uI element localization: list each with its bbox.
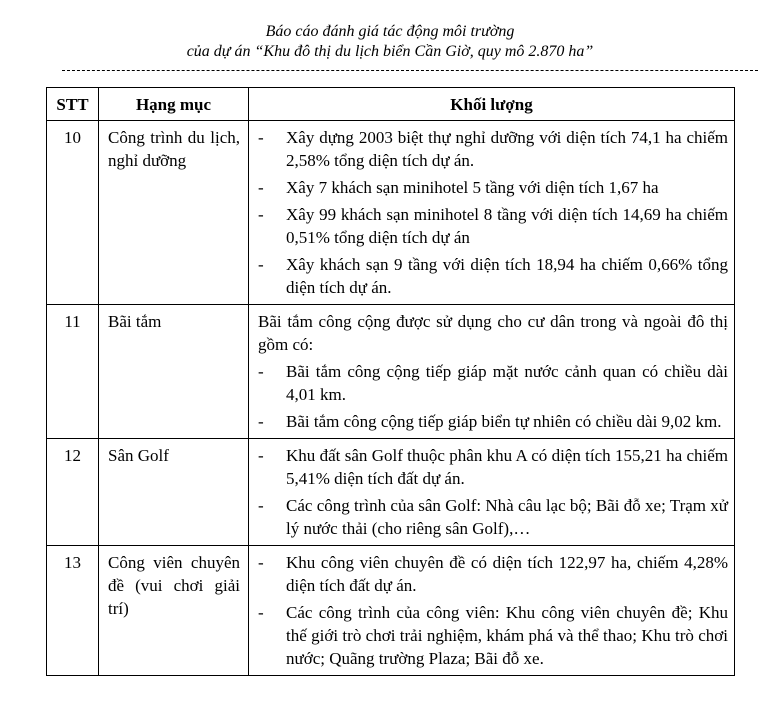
- bullet-text: Bãi tắm công cộng tiếp giáp biển tự nhiên có chiều dài 9,02 km.: [286, 412, 722, 431]
- row-number: 13: [47, 546, 99, 676]
- column-header-stt: STT: [47, 88, 99, 121]
- bullet-dash: -: [258, 446, 264, 465]
- bullet-dash: -: [258, 128, 264, 147]
- bullet-dash: -: [258, 412, 264, 431]
- row-volume: [249, 305, 735, 439]
- volume-bullet: [258, 176, 728, 199]
- bullet-text: Khu đất sân Golf thuộc phân khu A có diện tích 155,21 ha chiếm 5,41% diện tích đất dự án.: [286, 446, 728, 488]
- row-item-name: Sân Golf: [99, 439, 249, 546]
- bullet-text: Các công trình của công viên: Khu công viên chuyên đề; Khu thế giới trò chơi trải nghiệm, khám phá và thể thao; Khu trò chơi nước; Quãng trường Plaza; Bãi đỗ xe.: [286, 603, 728, 668]
- column-header-item: Hạng mục: [99, 88, 249, 121]
- volume-bullet: [258, 601, 728, 670]
- row-number: 10: [47, 121, 99, 305]
- row-number: 12: [47, 439, 99, 546]
- volume-bullet: [258, 253, 728, 299]
- bullet-text: Xây dựng 2003 biệt thự nghỉ dưỡng với diện tích 74,1 ha chiếm 2,58% tổng diện tích dự án.: [286, 128, 728, 170]
- row-item-name: Công trình du lịch, nghỉ dưỡng: [99, 121, 249, 305]
- document-header: [0, 22, 780, 62]
- bullet-dash: -: [258, 603, 264, 622]
- table-row: [47, 546, 735, 676]
- project-items-table: [46, 87, 735, 676]
- table-row: [47, 439, 735, 546]
- header-line-2: của dự án “Khu đô thị du lịch biển Cần Giờ, quy mô 2.870 ha”: [186, 43, 594, 60]
- bullet-dash: -: [258, 553, 264, 572]
- row-volume: [249, 439, 735, 546]
- volume-bullet: [258, 126, 728, 172]
- row-volume: [249, 546, 735, 676]
- volume-bullet: [258, 203, 728, 249]
- bullet-text: Xây khách sạn 9 tầng với diện tích 18,94 ha chiếm 0,66% tổng diện tích dự án.: [286, 255, 728, 297]
- header-divider: [62, 70, 758, 71]
- bullet-dash: -: [258, 362, 264, 381]
- volume-intro-text: Bãi tắm công cộng được sử dụng cho cư dân trong và ngoài đô thị gồm có:: [258, 312, 728, 354]
- row-number: 11: [47, 305, 99, 439]
- volume-bullet: [258, 494, 728, 540]
- header-line-1: Báo cáo đánh giá tác động môi trường: [265, 23, 515, 40]
- table-row: [47, 305, 735, 439]
- row-volume: [249, 121, 735, 305]
- bullet-text: Khu công viên chuyên đề có diện tích 122,97 ha, chiếm 4,28% diện tích đất dự án.: [286, 553, 728, 595]
- bullet-text: Xây 7 khách sạn minihotel 5 tầng với diện tích 1,67 ha: [286, 178, 659, 197]
- row-item-name: Bãi tắm: [99, 305, 249, 439]
- bullet-dash: -: [258, 255, 264, 274]
- bullet-text: Xây 99 khách sạn minihotel 8 tầng với diện tích 14,69 ha chiếm 0,51% tổng diện tích dự án: [286, 205, 728, 247]
- bullet-dash: -: [258, 496, 264, 515]
- volume-bullet: [258, 410, 728, 433]
- bullet-dash: -: [258, 178, 264, 197]
- bullet-text: Các công trình của sân Golf: Nhà câu lạc bộ; Bãi đỗ xe; Trạm xử lý nước thải (cho riêng sân Golf),…: [286, 496, 728, 538]
- table-header-row: [47, 88, 735, 121]
- bullet-text: Bãi tắm công cộng tiếp giáp mặt nước cảnh quan có chiều dài 4,01 km.: [286, 362, 728, 404]
- volume-bullet: [258, 360, 728, 406]
- bullet-dash: -: [258, 205, 264, 224]
- volume-bullet: [258, 444, 728, 490]
- row-item-name: Công viên chuyên đề (vui chơi giải trí): [99, 546, 249, 676]
- column-header-volume: Khối lượng: [249, 88, 735, 121]
- volume-bullet: [258, 551, 728, 597]
- table-row: [47, 121, 735, 305]
